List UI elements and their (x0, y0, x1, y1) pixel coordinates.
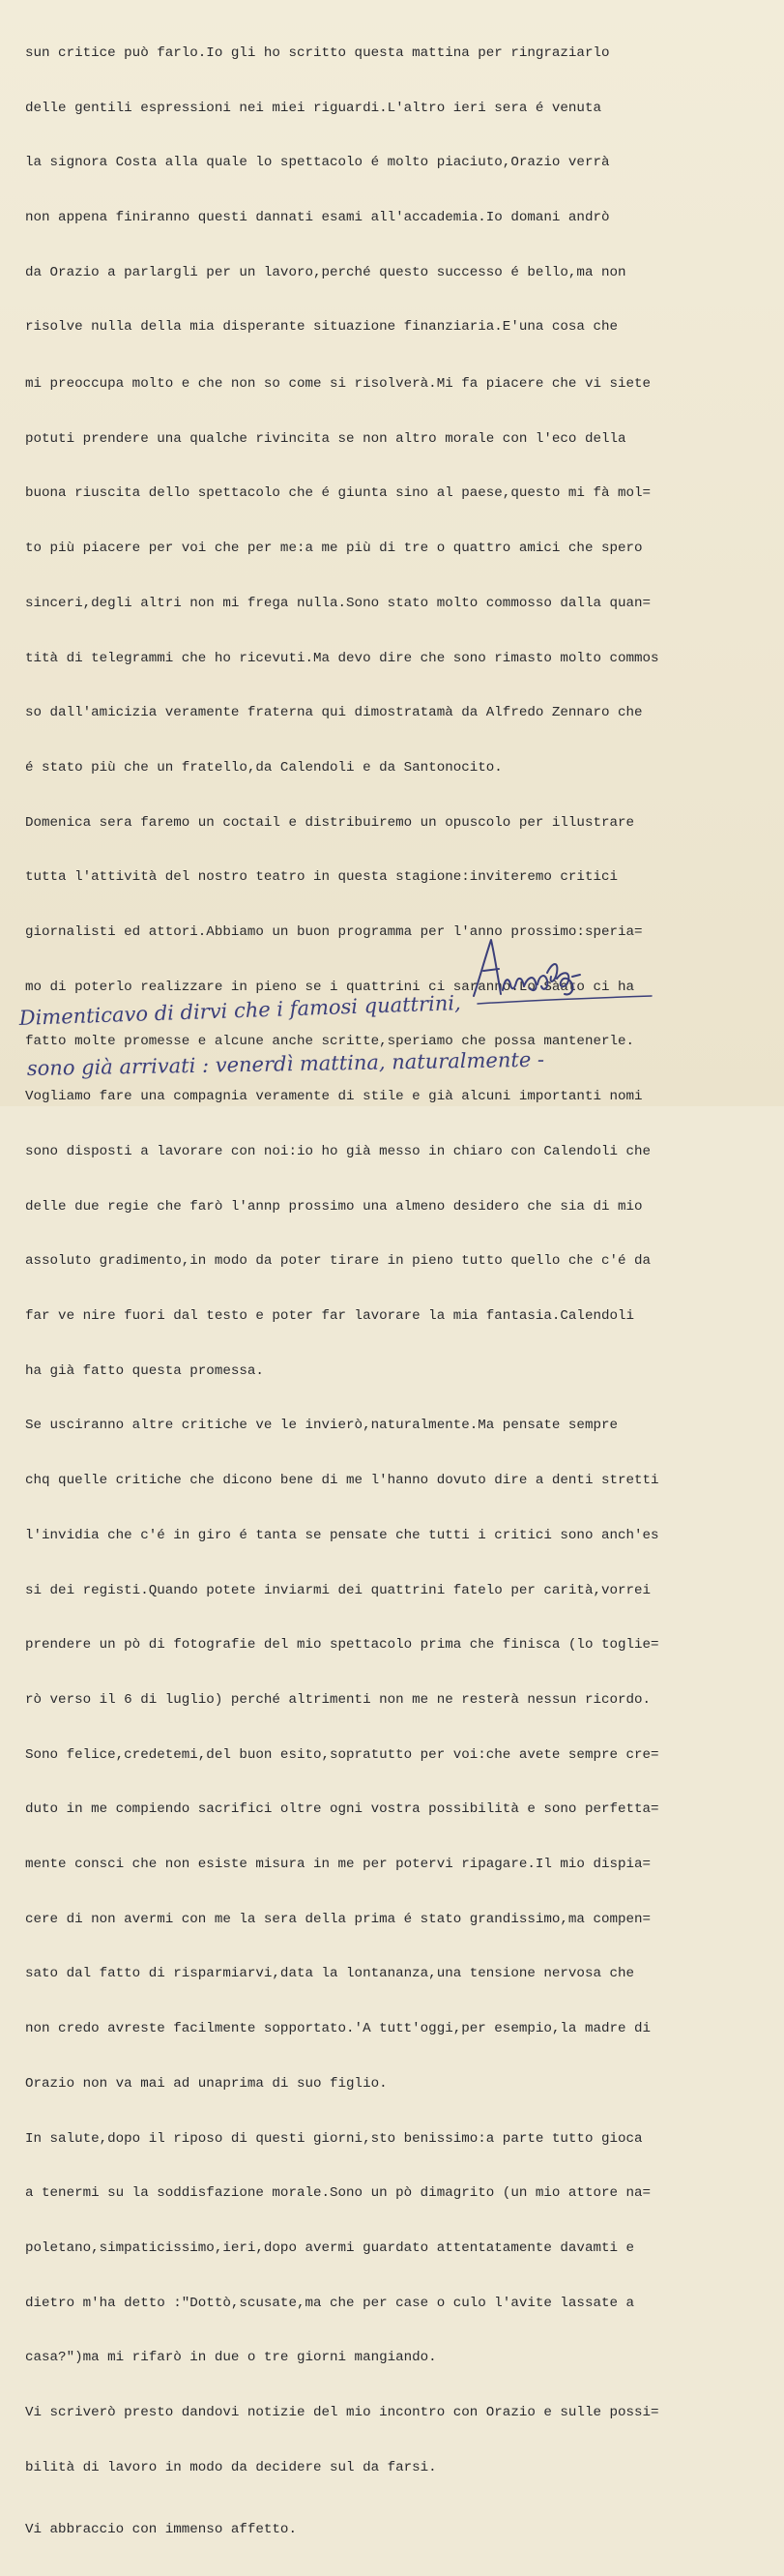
letter-line: duto in me compiendo sacrifici oltre ogni vostra possibilità e sono perfetta= (25, 1801, 659, 1818)
letter-line: Orazio non va mai ad unaprima di suo figlio. (25, 2075, 388, 2092)
letter-line: giornalisti ed attori.Abbiamo un buon programma per l'anno prossimo:speria= (25, 924, 643, 941)
letter-line: si dei registi.Quando potete inviarmi dei quattrini fatelo per carità,vorrei (25, 1582, 652, 1598)
letter-line: tità di telegrammi che ho ricevuti.Ma devo dire che sono rimasto molto commos (25, 650, 659, 666)
letter-line: non credo avreste facilmente sopportato.'A tutt'oggi,per esempio,la madre di (25, 2021, 652, 2037)
letter-line: bilità di lavoro in modo da decidere sul da farsi. (25, 2459, 437, 2475)
letter-line: ha già fatto questa promessa. (25, 1362, 264, 1379)
letter-line: cere di non avermi con me la sera della prima é stato grandissimo,ma compen= (25, 1911, 652, 1927)
letter-line: In salute,dopo il riposo di questi giorni,sto benissimo:a parte tutto gioca (25, 2130, 643, 2147)
letter-line: sun critice può farlo.Io gli ho scritto questa mattina per ringraziarlo (25, 44, 610, 61)
letter-line: tutta l'attività del nostro teatro in questa stagione:inviteremo critici (25, 869, 618, 886)
letter-line: so dall'amicizia veramente fraterna qui dimostratamà da Alfredo Zennaro che (25, 705, 643, 721)
letter-line: mo di poterlo realizzare in pieno se i quattrini ci saranno.Lo Sàato ci ha (25, 979, 635, 995)
letter-line: é stato più che un fratello,da Calendoli e da Santonocito. (25, 759, 503, 776)
svg-text:sono già arrivati : venerdì ma: sono già arrivati : venerdì mattina, naturalmente - (26, 1047, 545, 1080)
handwritten-signature (466, 928, 611, 1006)
letter-line: Se usciranno altre critiche ve le invierò,naturalmente.Ma pensate sempre (25, 1418, 618, 1434)
letter-line: sono disposti a lavorare con noi:io ho già messo in chiaro con Calendoli che (25, 1143, 652, 1159)
typed-letter-body (25, 8, 784, 2576)
letter-line: a tenermi su la soddisfazione morale.Sono un pò dimagrito (un mio attore na= (25, 2185, 652, 2202)
letter-line: non appena finiranno questi dannati esami all'accademia.Io domani andrò (25, 209, 610, 225)
letter-line: poletano,simpaticissimo,ieri,dopo avermi guardato attentatamente davamti e (25, 2239, 635, 2256)
letter-line: Vogliamo fare una compagnia veramente di stile e già alcuni importanti nomi (25, 1089, 643, 1105)
letter-line: prendere un pò di fotografie del mio spettacolo prima che finisca (lo toglie= (25, 1637, 659, 1654)
handwritten-postscript (14, 991, 690, 1102)
letter-line: Sono felice,credetemi,del buon esito,sopratutto per voi:che avete sempre cre= (25, 1746, 659, 1763)
letter-line: delle due regie che farò l'annp prossimo una almeno desidero che sia di mio (25, 1198, 643, 1215)
letter-closing: Vi abbraccio con immenso affetto. (25, 2522, 297, 2538)
letter-line: la signora Costa alla quale lo spettacolo é molto piaciuto,Orazio verrà (25, 155, 610, 171)
letter-line: risolve nulla della mia disperante situazione finanziaria.E'una cosa che (25, 319, 618, 336)
letter-line: sinceri,degli altri non mi frega nulla.Sono stato molto commosso dalla quan= (25, 595, 652, 611)
letter-line: da Orazio a parlargli per un lavoro,perché questo successo é bello,ma non (25, 264, 626, 280)
letter-line: casa?")ma mi rifarò in due o tre giorni mangiando. (25, 2350, 437, 2366)
letter-line: potuti prendere una qualche rivincita se non altro morale con l'eco della (25, 430, 626, 447)
letter-line: assoluto gradimento,in modo da poter tirare in pieno tutto quello che c'é da (25, 1253, 652, 1270)
letter-line: Vi scriverò presto dandovi notizie del mio incontro con Orazio e sulle possi= (25, 2405, 659, 2421)
letter-line: to più piacere per voi che per me:a me più di tre o quattro amici che spero (25, 541, 643, 557)
letter-line: Domenica sera faremo un coctail e distribuiremo un opuscolo per illustrare (25, 814, 635, 831)
letter-line: fatto molte promesse e alcune anche scritte,speriamo che possa mantenerle. (25, 1034, 635, 1050)
letter-line: far ve nire fuori dal testo e poter far lavorare la mia fantasia.Calendoli (25, 1307, 635, 1324)
letter-line: delle gentili espressioni nei miei riguardi.L'altro ieri sera é venuta (25, 100, 601, 116)
letter-line: dietro m'ha detto :"Dottò,scusate,ma che per case o culo l'avite lassate a (25, 2295, 635, 2311)
letter-line: l'invidia che c'é in giro é tanta se pensate che tutti i critici sono anch'es (25, 1527, 659, 1543)
letter-line: buona riuscita dello spettacolo che é giunta sino al paese,questo mi fà mol= (25, 485, 652, 502)
letter-line: chq quelle critiche che dicono bene di me l'hanno dovuto dire a denti stretti (25, 1473, 659, 1489)
letter-line: mi preoccupa molto e che non so come si risolverà.Mi fa piacere che vi siete (25, 376, 652, 393)
letter-line: mente consci che non esiste misura in me per potervi ripagare.Il mio dispia= (25, 1857, 652, 1873)
letter-line: sato dal fatto di risparmiarvi,data la lontananza,una tensione nervosa che (25, 1966, 635, 1982)
svg-text:Dimenticavo di dirvi che i fam: Dimenticavo di dirvi che i famosi quattrini, (18, 991, 462, 1030)
letter-line: rò verso il 6 di luglio) perché altrimenti non me ne resterà nessun ricordo. (25, 1691, 652, 1708)
